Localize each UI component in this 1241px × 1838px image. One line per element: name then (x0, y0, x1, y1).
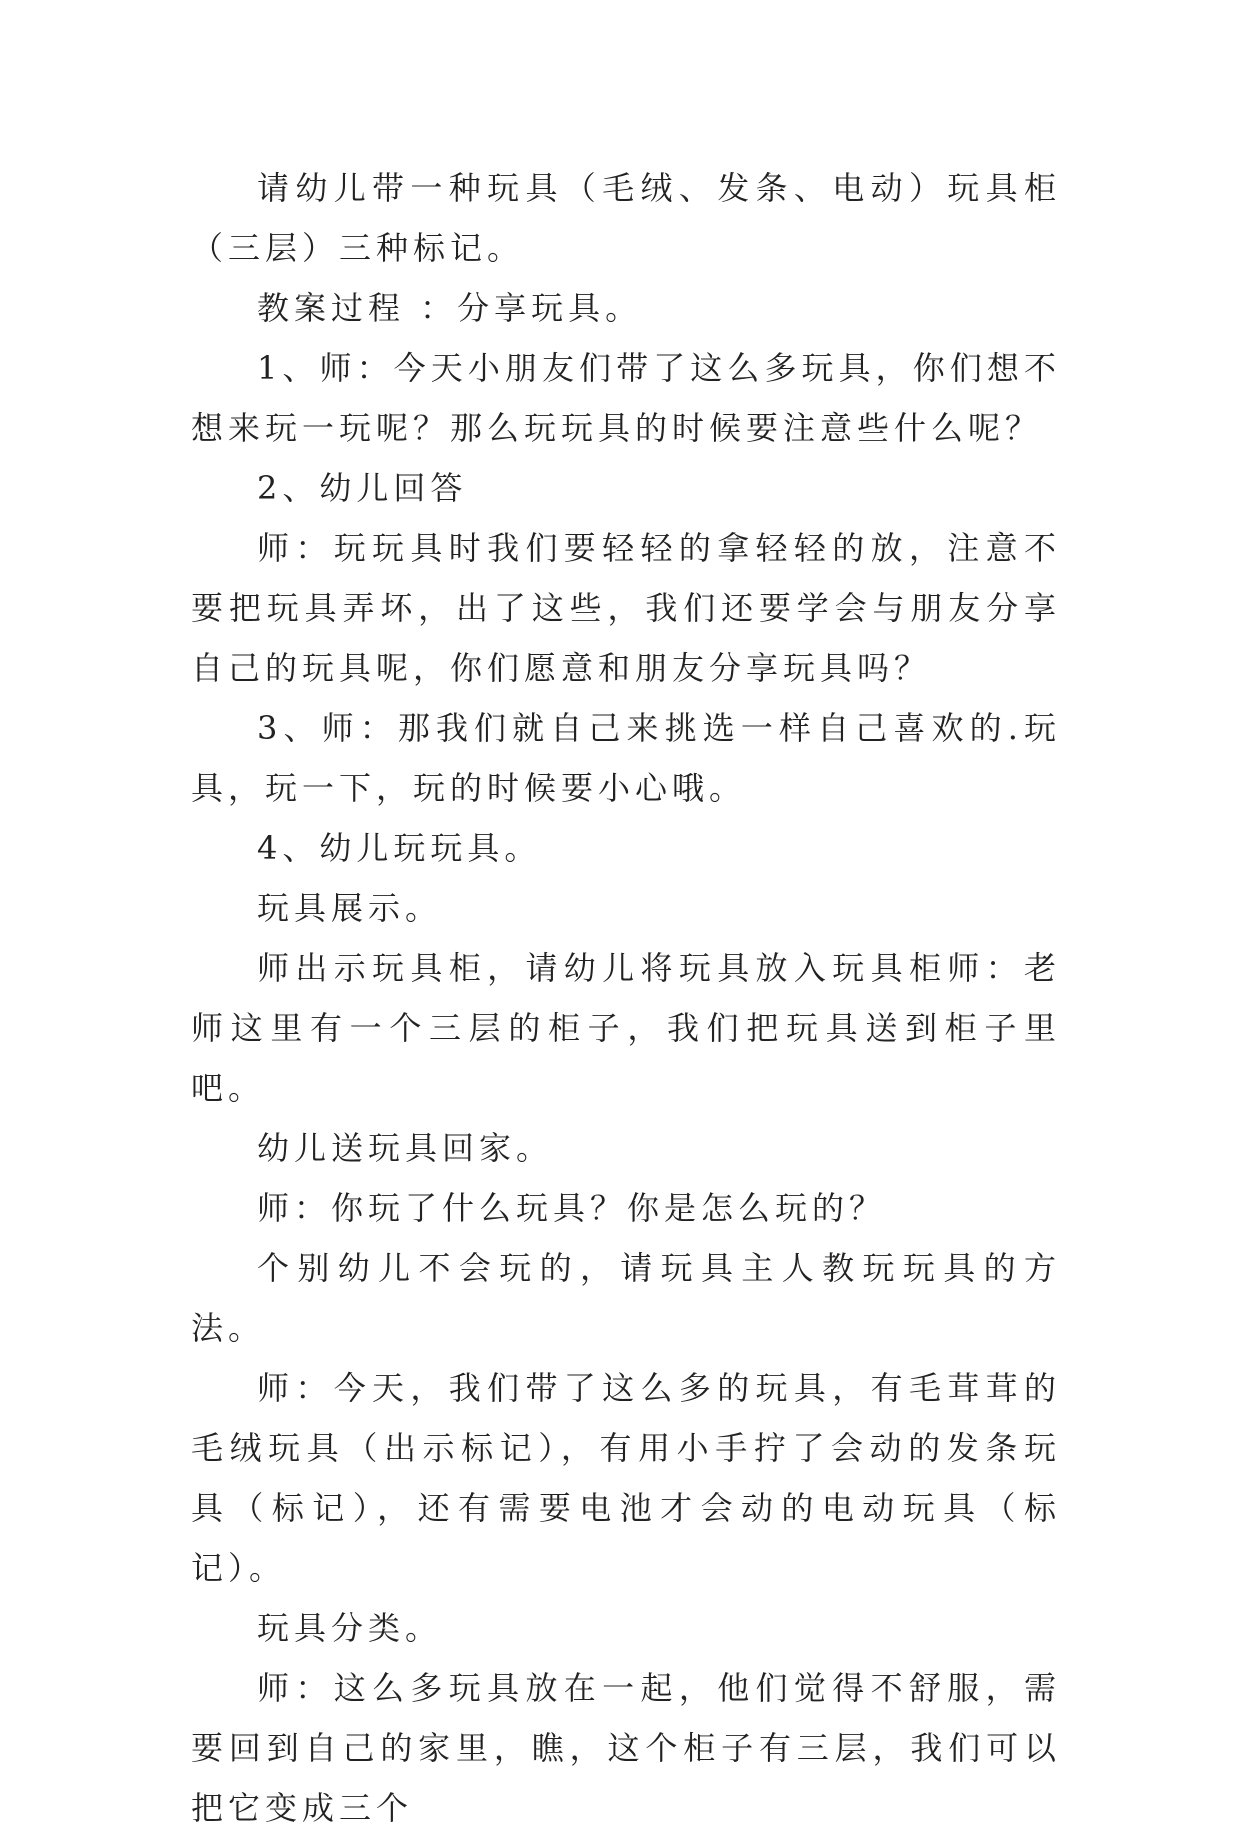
paragraph: 师：这么多玩具放在一起，他们觉得不舒服，需要回到自己的家里，瞧，这个柜子有三层，我们可以把它变成三个 (191, 1669, 1061, 1827)
paragraph: 玩具分类。 (257, 1609, 443, 1647)
paragraph: 教案过程 ：分享玩具。 (257, 289, 643, 327)
paragraph: 玩具展示。 (257, 889, 443, 927)
paragraph: 师：你玩了什么玩具？你是怎么玩的？ (257, 1189, 887, 1227)
paragraph: 个别幼儿不会玩的，请玩具主人教玩玩具的方法。 (191, 1249, 1061, 1347)
paragraph: 师：玩玩具时我们要轻轻的拿轻轻的放，注意不要把玩具弄坏，出了这些，我们还要学会与朋友分享自己的玩具呢，你们愿意和朋友分享玩具吗？ (191, 529, 1061, 687)
paragraph: 师：今天，我们带了这么多的玩具，有毛茸茸的毛绒玩具（出示标记），有用小手拧了会动的发条玩具（标记），还有需要电池才会动的电动玩具（标记）。 (191, 1369, 1061, 1587)
document-body (191, 158, 1061, 1838)
paragraph: 1、师：今天小朋友们带了这么多玩具，你们想不想来玩一玩呢？那么玩玩具的时候要注意些什么呢？ (191, 349, 1061, 447)
paragraph: 师出示玩具柜，请幼儿将玩具放入玩具柜师：老师这里有一个三层的柜子，我们把玩具送到柜子里吧。 (191, 949, 1061, 1107)
paragraph: 3、师：那我们就自己来挑选一样自己喜欢的.玩具，玩一下，玩的时候要小心哦。 (191, 709, 1061, 807)
paragraph: 幼儿送玩具回家。 (257, 1129, 554, 1167)
paragraph: 请幼儿带一种玩具（毛绒、发条、电动）玩具柜（三层）三种标记。 (191, 169, 1061, 267)
paragraph: 2、幼儿回答 (257, 469, 468, 507)
paragraph: 4、幼儿玩玩具。 (257, 829, 542, 867)
